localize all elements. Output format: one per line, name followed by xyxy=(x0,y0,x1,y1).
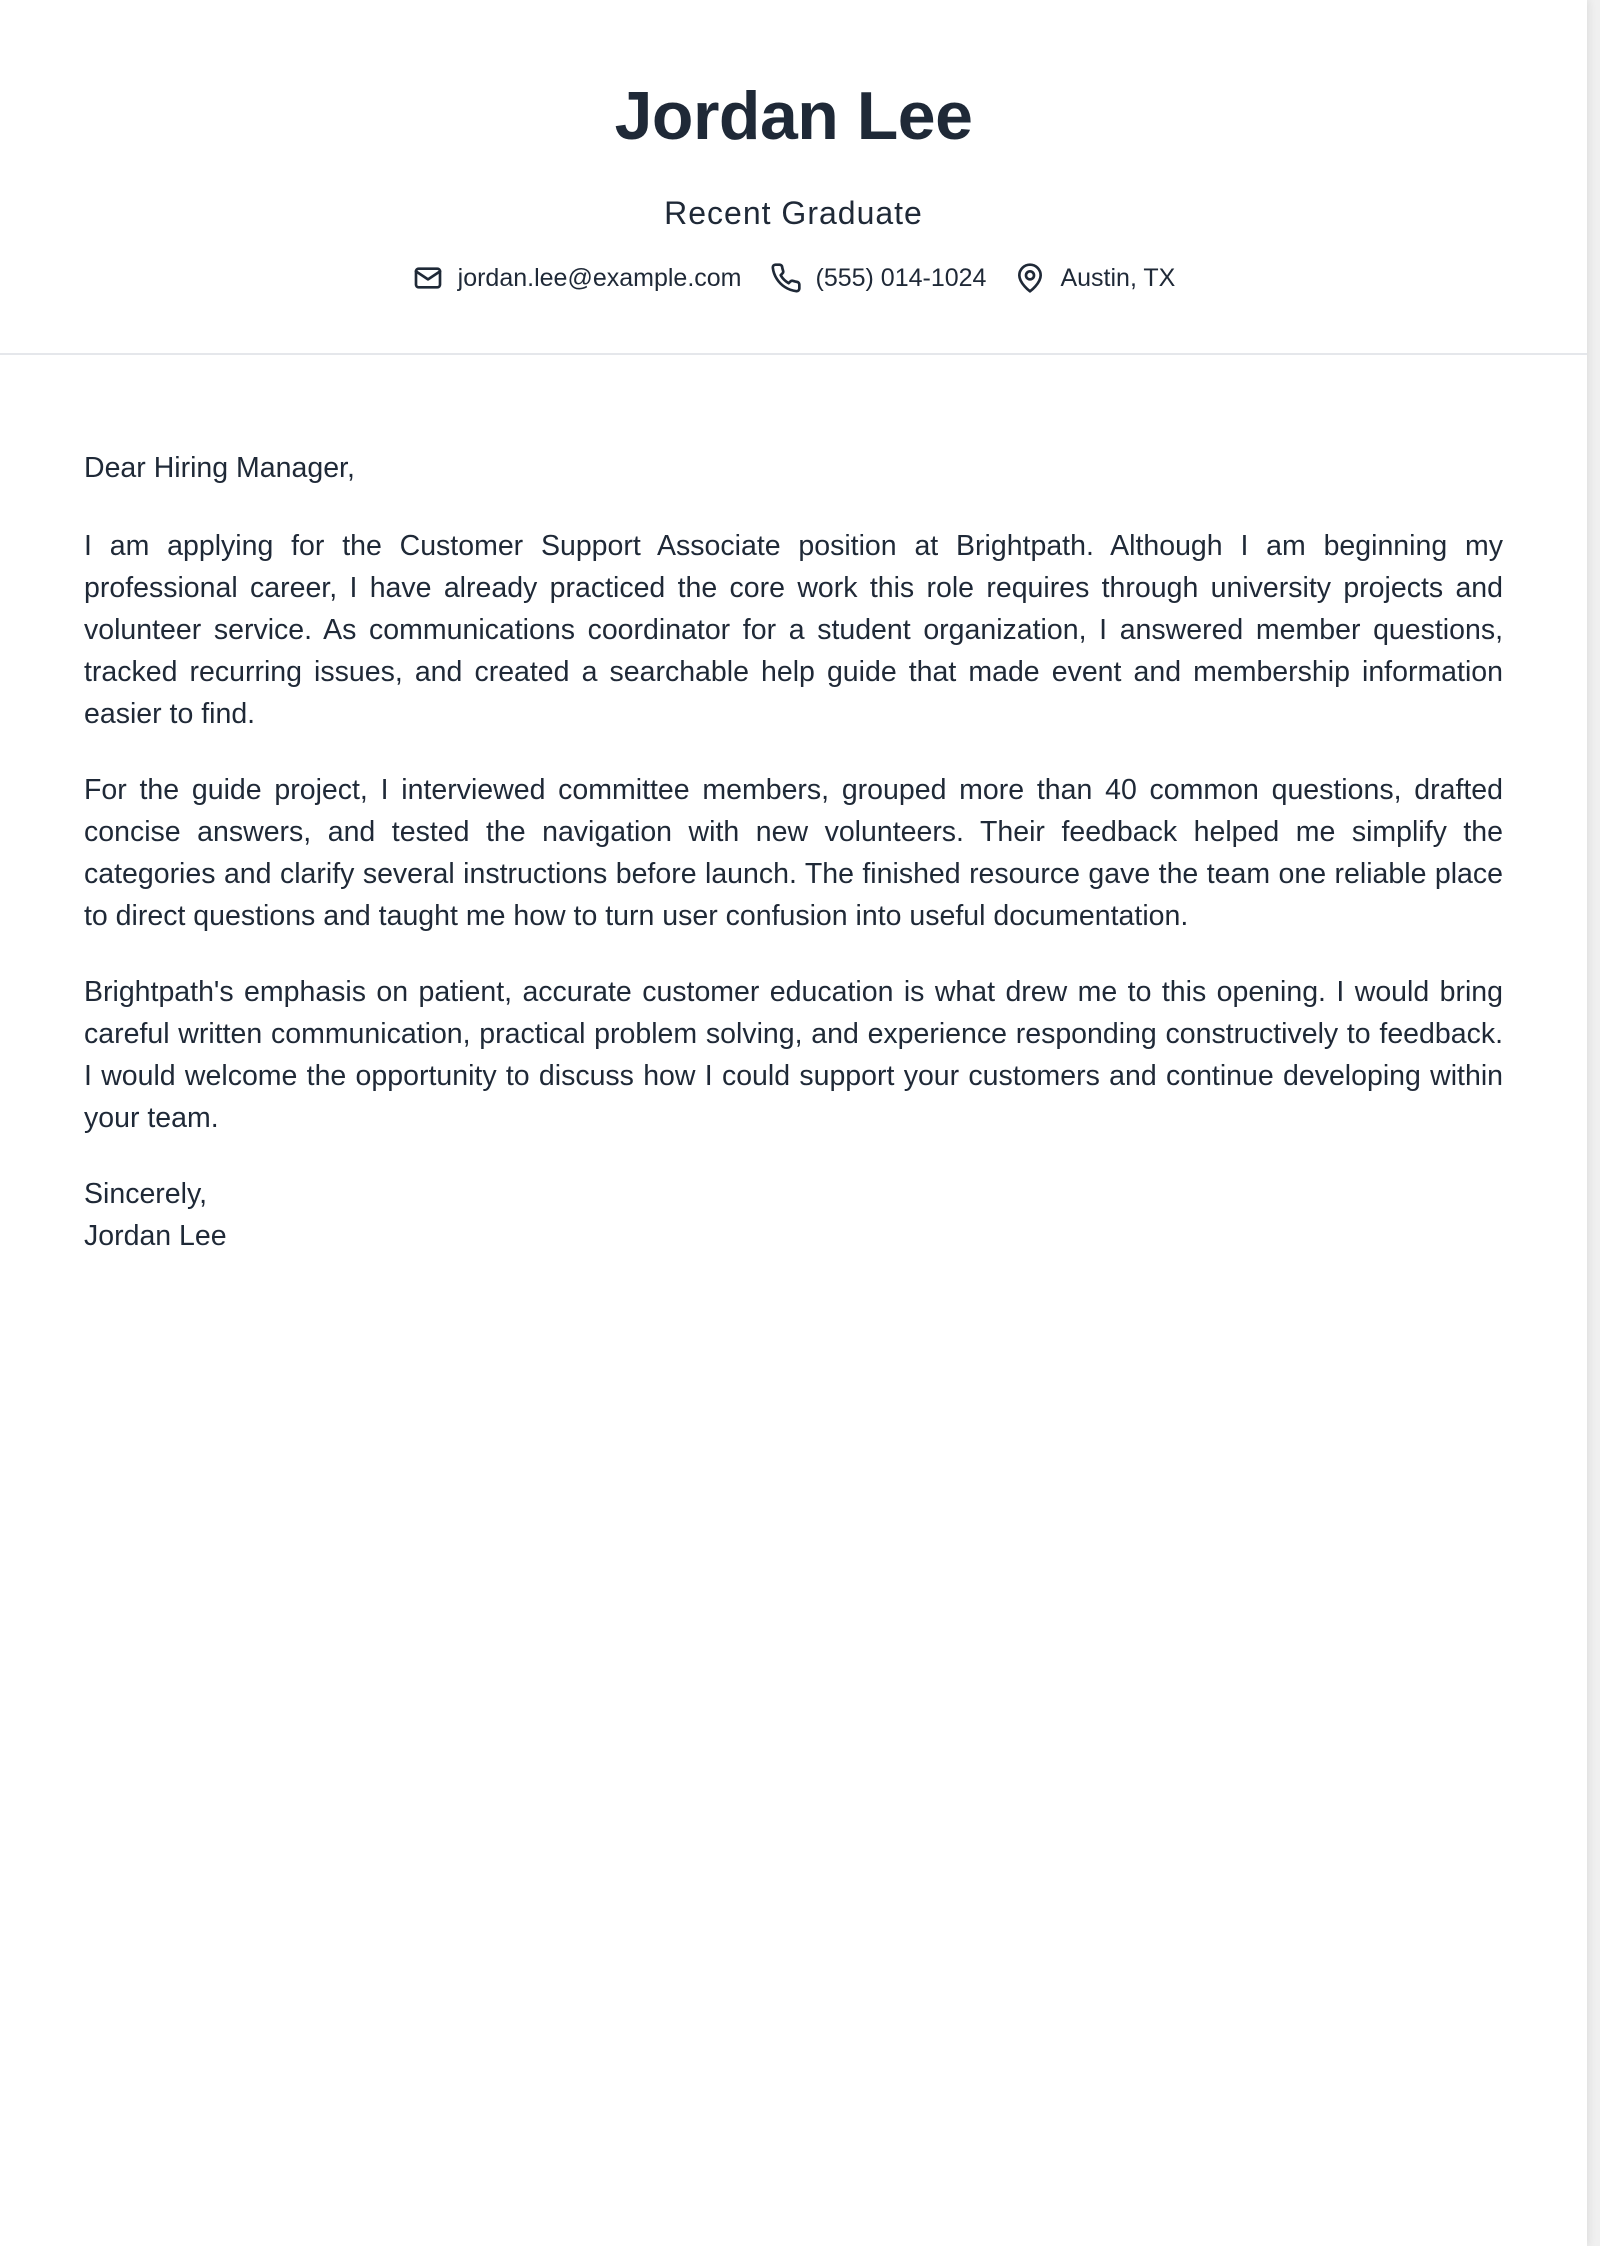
contact-phone[interactable] xyxy=(770,262,987,294)
phone-icon xyxy=(770,262,802,294)
mail-icon xyxy=(412,262,444,294)
salutation: Dear Hiring Manager, xyxy=(84,452,355,484)
map-pin-icon xyxy=(1014,262,1046,294)
phone-text: (555) 014-1024 xyxy=(815,263,987,292)
paragraph-2: For the guide project, I interviewed committee members, grouped more than 40 common questions, drafted concise answers, and tested the navigation with new volunteers. Their feedback helped me simplify the categories and clarify several instructions before launch. The finished resource gave the team one reliable place to direct questions and taught me how to turn user confusion into useful documentation. xyxy=(84,774,1503,932)
signature: Jordan Lee xyxy=(84,1220,227,1252)
contact-info xyxy=(0,262,1587,294)
paragraph-3: Brightpath's emphasis on patient, accurate customer education is what drew me to this opening. I would bring careful written communication, practical problem solving, and experience responding constructively to feedback. I would welcome the opportunity to discuss how I could support your customers and continue developing within your team. xyxy=(84,976,1503,1134)
applicant-name: Jordan Lee xyxy=(614,78,973,154)
location-text: Austin, TX xyxy=(1060,263,1176,292)
contact-email[interactable] xyxy=(412,262,742,294)
letter-body xyxy=(84,447,1503,1257)
letter-header xyxy=(0,0,1587,355)
closing: Sincerely, xyxy=(84,1178,208,1210)
applicant-title: Recent Graduate xyxy=(664,195,923,231)
paragraph-1: I am applying for the Customer Support Associate position at Brightpath. Although I am beginning my professional career, I have already practiced the core work this role requires through university projects and volunteer service. As communications coordinator for a student organization, I answered member questions, tracked recurring issues, and created a searchable help guide that made event and membership information easier to find. xyxy=(84,530,1503,730)
email-text: jordan.lee@example.com xyxy=(457,263,742,292)
contact-location xyxy=(1014,262,1175,294)
